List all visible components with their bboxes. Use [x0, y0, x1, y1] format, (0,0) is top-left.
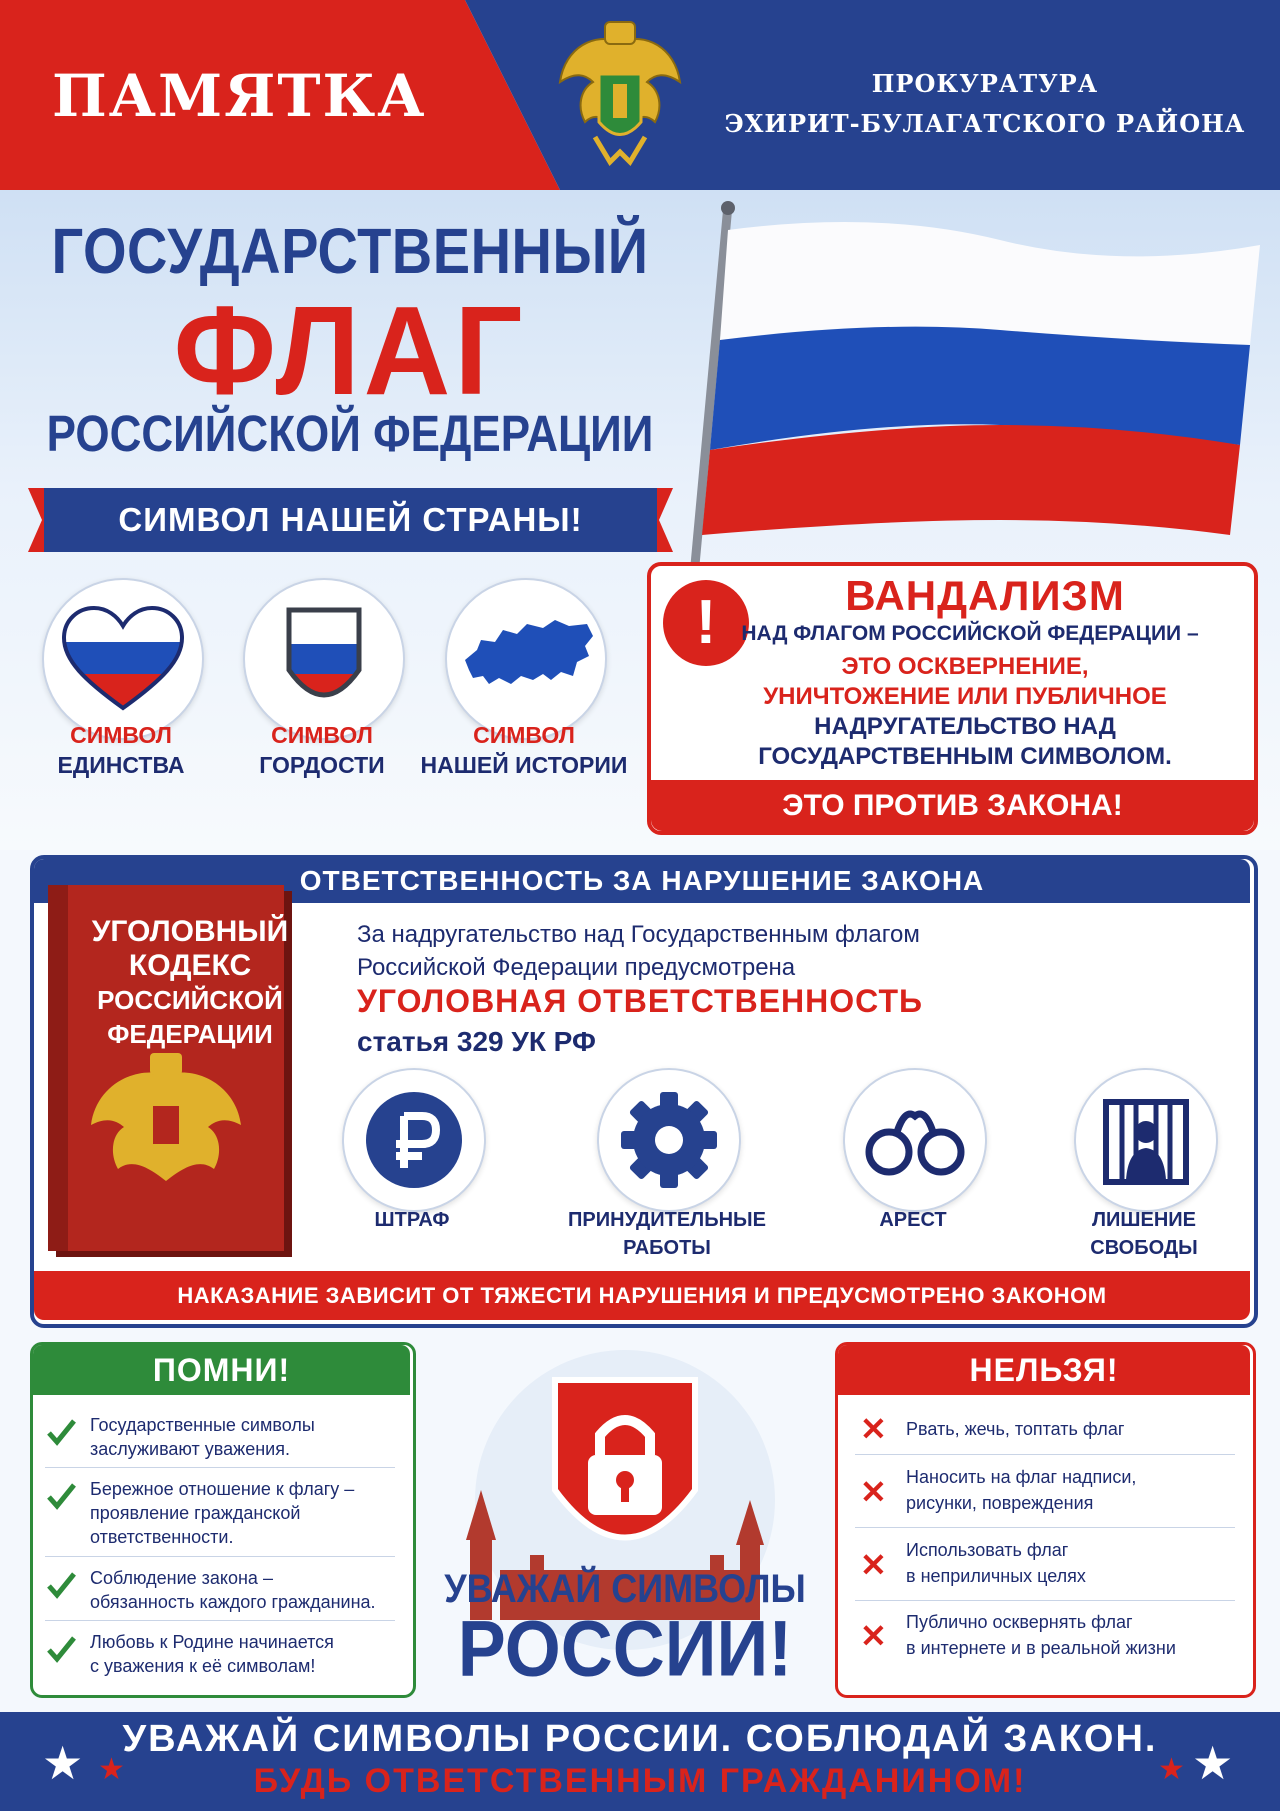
vandalism-line: НАДРУГАТЕЛЬСТВО НАД [814, 713, 1116, 740]
check-icon [45, 1480, 77, 1512]
russia-map-icon [447, 580, 605, 738]
book-title-line: УГОЛОВНЫЙ [91, 915, 289, 948]
book-title [90, 915, 290, 1051]
forbidden-item [906, 1416, 1236, 1442]
center-slogan-line-2: РОССИИ! [457, 1605, 793, 1693]
cross-icon: ✕ [860, 1411, 887, 1447]
penalty-circle-imprisonment [1074, 1068, 1218, 1212]
symbol-label-pride [212, 720, 432, 780]
forbidden-item [906, 1609, 1236, 1661]
vandalism-line: ГОСУДАРСТВЕННЫМ СИМВОЛОМ. [758, 743, 1172, 770]
penalty-label-forced-labor [557, 1206, 777, 1262]
penalty-label-line: ШТРАФ [374, 1209, 450, 1231]
cross-icon: ✕ [860, 1618, 887, 1654]
symbol-circle-unity [42, 578, 204, 740]
vandalism-title: ВАНДАЛИЗМ [845, 572, 1125, 619]
forbidden-item [906, 1537, 1236, 1589]
remember-item [90, 1630, 400, 1678]
remember-item [90, 1477, 400, 1549]
remember-item-line: с уважения к её символам! [90, 1656, 316, 1676]
slogan-banner-text: СИМВОЛ НАШЕЙ СТРАНЫ! [118, 501, 583, 538]
remember-item-line: Соблюдение закона – [90, 1568, 273, 1588]
responsibility-text [357, 918, 1057, 984]
book-title-line: КОДЕКС [128, 949, 252, 982]
star-icon: ★ [1158, 1752, 1185, 1787]
divider [45, 1556, 395, 1557]
exclamation-icon: ! [663, 580, 749, 666]
symbol-label-blue: ЕДИНСТВА [57, 752, 185, 778]
symbol-label-red: СИМВОЛ [271, 722, 373, 748]
russian-flag-image [680, 200, 1270, 570]
penalty-label-line: АРЕСТ [879, 1209, 947, 1231]
forbidden-item-line: Использовать флаг [906, 1540, 1069, 1560]
cross-icon: ✕ [860, 1547, 887, 1583]
forbidden-title: НЕЛЬЗЯ! [969, 1352, 1119, 1388]
penalty-circle-fine [342, 1068, 486, 1212]
vandalism-definition [680, 652, 1250, 772]
footer-line-2: БУДЬ ОТВЕТСТВЕННЫМ ГРАЖДАНИНОМ! [253, 1762, 1027, 1800]
title-line-1: ГОСУДАРСТВЕННЫЙ [51, 214, 649, 287]
remember-item-line: Любовь к Родине начинается [90, 1632, 334, 1652]
vandalism-footer-text: ЭТО ПРОТИВ ЗАКОНА! [782, 789, 1123, 822]
penalty-label-imprisonment [1034, 1206, 1254, 1262]
vandalism-line: ЭТО ОСКВЕРНЕНИЕ, [841, 653, 1089, 680]
heart-flag-icon [44, 580, 202, 738]
remember-item-line: заслуживают уважения. [90, 1439, 290, 1459]
penalty-circle-arrest [843, 1068, 987, 1212]
divider [45, 1620, 395, 1621]
shield-flag-icon [245, 580, 403, 738]
divider [855, 1454, 1235, 1455]
penalty-label-line: ПРИНУДИТЕЛЬНЫЕ [568, 1209, 766, 1231]
responsibility-header: ОТВЕТСТВЕННОСТЬ ЗА НАРУШЕНИЕ ЗАКОНА [299, 865, 985, 896]
remember-item [90, 1566, 400, 1614]
symbol-label-blue: НАШЕЙ ИСТОРИИ [420, 752, 628, 778]
divider [45, 1467, 395, 1468]
ruble-icon [344, 1070, 484, 1210]
book-title-line: ФЕДЕРАЦИИ [107, 1019, 273, 1049]
star-icon: ★ [98, 1752, 125, 1787]
remember-item-line: проявление гражданской [90, 1503, 301, 1523]
penalty-label-line: РАБОТЫ [623, 1237, 711, 1259]
responsibility-footer: НАКАЗАНИЕ ЗАВИСИТ ОТ ТЯЖЕСТИ НАРУШЕНИЯ И ПРЕДУСМОТРЕНО ЗАКОНОМ [177, 1283, 1107, 1308]
prosecutor-emblem-icon [555, 12, 685, 180]
check-icon [45, 1633, 77, 1665]
prison-bars-icon [1076, 1070, 1216, 1210]
remember-item-line: Государственные символы [90, 1415, 315, 1435]
remember-item [90, 1413, 400, 1461]
star-icon: ★ [1192, 1736, 1234, 1790]
symbol-label-blue: ГОРДОСТИ [259, 752, 385, 778]
star-icon: ★ [42, 1736, 84, 1790]
divider [855, 1600, 1235, 1601]
center-slogan-line-1: УВАЖАЙ СИМВОЛЫ [444, 1565, 806, 1611]
forbidden-item-line: в неприличных целях [906, 1566, 1086, 1586]
forbidden-item-line: Рвать, жечь, топтать флаг [906, 1419, 1125, 1439]
forbidden-item-line: Наносить на флаг надписи, [906, 1467, 1137, 1487]
memo-badge: ПАМЯТКА [52, 62, 427, 130]
penalty-circle-forced-labor [597, 1068, 741, 1212]
forbidden-item-line: в интернете и в реальной жизни [906, 1638, 1176, 1658]
responsibility-text-line: Российской Федерации предусмотрена [357, 954, 796, 981]
vandalism-line: УНИЧТОЖЕНИЕ ИЛИ ПУБЛИЧНОЕ [763, 683, 1167, 710]
cross-icon: ✕ [860, 1474, 887, 1510]
check-icon [45, 1416, 77, 1448]
divider [855, 1527, 1235, 1528]
penalty-label-line: СВОБОДЫ [1090, 1237, 1198, 1259]
article-reference: статья 329 УК РФ [357, 1026, 596, 1057]
title-line-3: РОССИЙСКОЙ ФЕДЕРАЦИИ [46, 406, 654, 463]
symbol-label-unity [11, 720, 231, 780]
symbol-label-history [414, 720, 634, 780]
org-line-2: ЭХИРИТ-БУЛАГАТСКОГО РАЙОНА [724, 109, 1246, 138]
remember-item-line: обязанность каждого гражданина. [90, 1592, 376, 1612]
penalty-label-arrest [803, 1206, 1023, 1234]
symbol-circle-history [445, 578, 607, 740]
symbol-label-red: СИМВОЛ [70, 722, 172, 748]
book-title-line: РОССИЙСКОЙ [97, 985, 283, 1015]
forbidden-item [906, 1464, 1236, 1516]
prosecutor-office-title [700, 64, 1270, 144]
forbidden-item-line: Публично осквернять флаг [906, 1612, 1133, 1632]
penalty-label-line: ЛИШЕНИЕ [1091, 1209, 1196, 1231]
title-line-2: ФЛАГ [173, 280, 527, 422]
symbol-circle-pride [243, 578, 405, 740]
handcuffs-icon [845, 1070, 985, 1210]
check-icon [45, 1569, 77, 1601]
remember-title: ПОМНИ! [152, 1352, 291, 1388]
symbol-label-red: СИМВОЛ [473, 722, 575, 748]
criminal-liability-highlight: УГОЛОВНАЯ ОТВЕТСТВЕННОСТЬ [357, 983, 923, 1019]
penalty-label-fine [302, 1206, 522, 1234]
org-line-1: ПРОКУРАТУРА [871, 69, 1099, 98]
footer-line-1: УВАЖАЙ СИМВОЛЫ РОССИИ. СОБЛЮДАЙ ЗАКОН. [122, 1718, 1158, 1760]
forbidden-item-line: рисунки, повреждения [906, 1493, 1094, 1513]
gear-icon [599, 1070, 739, 1210]
responsibility-text-line: За надругательство над Государственным флагом [357, 921, 920, 948]
vandalism-subtitle: НАД ФЛАГОМ РОССИЙСКОЙ ФЕДЕРАЦИИ – [741, 622, 1199, 645]
remember-item-line: ответственности. [90, 1527, 234, 1547]
remember-item-line: Бережное отношение к флагу – [90, 1479, 355, 1499]
